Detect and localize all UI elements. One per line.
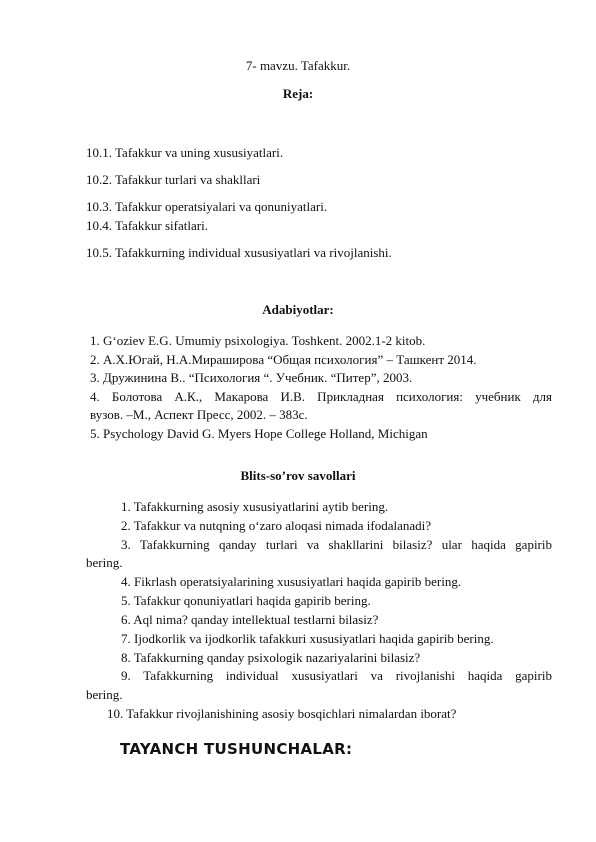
plan-item: 10.3. Tafakkur operatsiyalari va qonuniyatlari. xyxy=(86,199,328,214)
literature-item: 5. Psychology David G. Myers Hope College Holland, Michigan xyxy=(90,426,428,441)
plan-item: 10.4. Tafakkur sifatlari. xyxy=(86,218,208,233)
literature-item: 2. А.Х.Югай, Н.А.Мирашировa “Общая психология” – Ташкент 2014. xyxy=(90,352,477,367)
literature-heading: Adabiyotlar: xyxy=(262,302,334,317)
question-item: 7. Ijodkorlik va ijodkorlik tafakkuri xususiyatlari haqida gapirib bering. xyxy=(121,631,494,646)
question-item: 3. Tafakkurning qanday turlari va shakllarini bilasiz? ular haqida gapirib xyxy=(121,537,552,552)
literature-item: 3. Дружинина В.. “Психология “. Учебник. “Питер”, 2003. xyxy=(90,370,413,385)
question-item: 6. Aql nima? qanday intellektual testlarni bilasiz? xyxy=(121,612,379,627)
questions-heading: Blits-so’rov savollari xyxy=(240,468,356,483)
literature-item: 4. Болотова А.К., Макарова И.В. Прикладная психология: учебник для xyxy=(90,389,552,404)
literature-item-continuation: вузов. –М., Аспект Пресс, 2002. – 383с. xyxy=(90,407,308,422)
plan-item: 10.2. Tafakkur turlari va shakllari xyxy=(86,172,261,187)
plan-item: 10.5. Tafakkurning individual xususiyatlari va rivojlanishi. xyxy=(86,245,392,260)
question-item: 9. Tafakkurning individual xususiyatlari va rivojlanishi haqida gapirib xyxy=(121,668,552,683)
concepts-heading: TAYANCH TUSHUNCHALAR: xyxy=(120,740,353,758)
question-item: 8. Tafakkurning qanday psixologik nazariyalarini bilasiz? xyxy=(121,650,421,665)
plan-item: 10.1. Tafakkur va uning xususiyatlari. xyxy=(86,145,284,160)
question-item: 5. Tafakkur qonuniyatlari haqida gapirib bering. xyxy=(121,593,371,608)
question-item: 1. Tafakkurning asosiy xususiyatlarini aytib bering. xyxy=(121,499,389,514)
question-item-continuation: bering. xyxy=(86,555,123,570)
question-item: 2. Tafakkur va nutqning o‘zaro aloqasi nimada ifodalanadi? xyxy=(121,518,432,533)
literature-item: 1. G‘oziev E.G. Umumiy psixologiya. Toshkent. 2002.1-2 kitob. xyxy=(90,333,426,348)
question-item: 10. Tafakkur rivojlanishining asosiy bosqichlari nimalardan iborat? xyxy=(107,706,457,721)
page-title: 7- mavzu. Tafakkur. xyxy=(245,58,351,73)
question-item: 4. Fikrlash operatsiyalarining xususiyatlari haqida gapirib bering. xyxy=(121,574,462,589)
plan-heading: Reja: xyxy=(282,86,314,101)
question-item-continuation: bering. xyxy=(86,687,123,702)
